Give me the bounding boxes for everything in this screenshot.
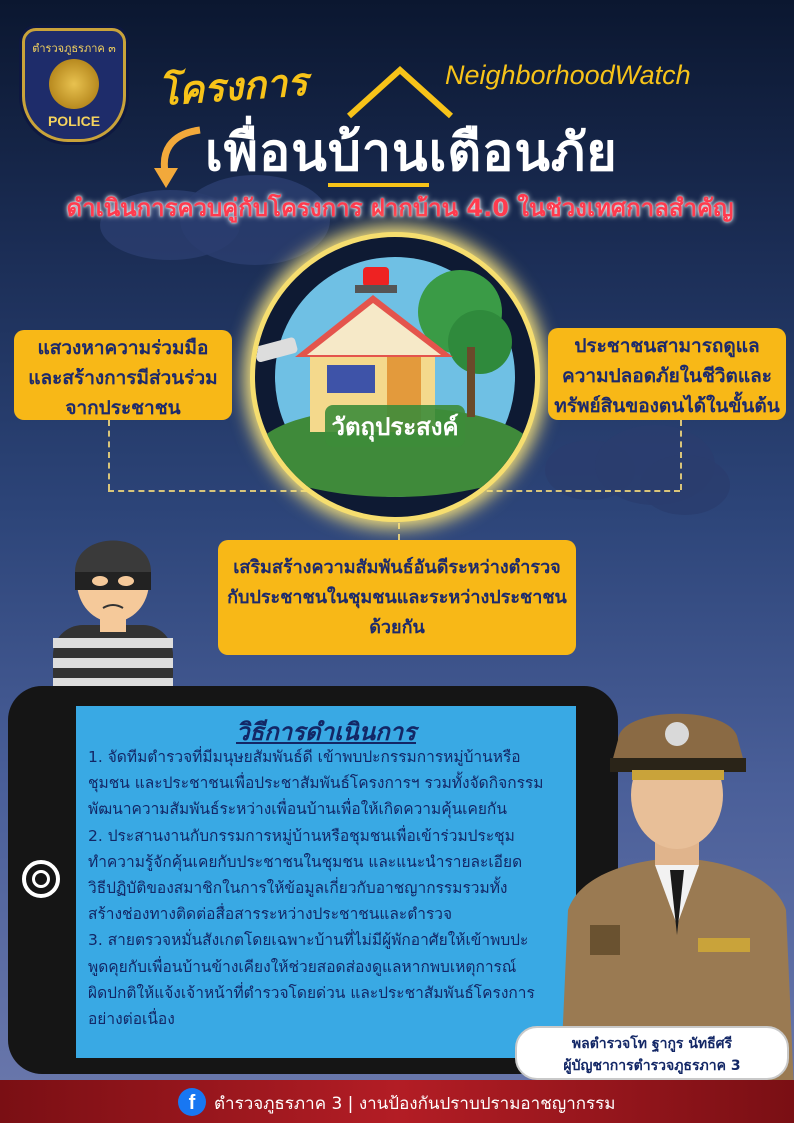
objective-box-bottom [218,540,576,655]
method-line: วิธีปฏิบัติของสมาชิกในการให้ข้อมูลเกี่ยวกับอาชญากรรมรวมทั้ง [88,879,508,898]
method-body [88,744,568,1032]
objective-label: วัตถุประสงค์ [331,413,459,441]
method-line: ชุมชน และประชาชนเพื่อประชาสัมพันธ์โครงการฯ รวมทั้งจัดกิจกรรม [88,774,544,793]
objective-right-line: ความปลอดภัยในชีวิตและ [562,365,772,387]
project-prefix: โครงการ [156,59,309,115]
badge-emblem-icon [49,59,99,109]
main-title-highlight: บ้าน [328,123,429,187]
method-line: 2. ประสานงานกับกรรมการหมู่บ้านหรือชุมชนเพื่อเข้าร่วมประชุม [88,826,515,845]
objective-left-line: จากประชาชน [65,397,181,419]
objective-right-line: ทรัพย์สินของตนได้ในขั้นต้น [554,395,780,417]
police-badge-logo [22,28,126,142]
subtitle: ดำเนินการควบคู่กับโครงการ ฝากบ้าน 4.0 ในช่วงเทศกาลสำคัญ [66,194,734,222]
objective-bottom-line: เสริมสร้างความสัมพันธ์อันดีระหว่างตำรวจ [233,557,561,578]
objective-left-line: แสวงหาความร่วมมือ [37,337,209,359]
method-title: วิธีการดำเนินการ [236,718,416,746]
objective-bottom-line: ด้วยกัน [369,617,425,638]
method-line: 1. จัดทีมตำรวจที่มีมนุษยสัมพันธ์ดี เข้าพบปะกรรมการหมู่บ้านหรือ [88,748,521,766]
objective-box-right [548,328,786,420]
cloud-decoration [640,455,730,515]
method-line: 3. สายตรวจหมั่นสังเกตโดยเฉพาะบ้านที่ไม่มีผู้พักอาศัยให้เข้าพบปะ [88,931,529,950]
method-line: ทำความรู้จักคุ้นเคยกับประชาชนในชุมชน และแนะนำรายละเอียด [88,852,523,871]
objective-circle [250,232,540,522]
objective-left-line: และสร้างการมีส่วนร่วม [28,367,218,389]
main-title-part: เพื่อน [205,123,328,183]
method-line: พัฒนาความสัมพันธ์ระหว่างเพื่อนบ้านเพื่อให้เกิดความคุ้นเคยกัน [88,800,507,819]
officer-name-card [515,1026,789,1080]
objective-bottom-line: กับประชาชนในชุมชนและระหว่างประชาชน [227,587,567,608]
main-title-part: เตือนภัย [428,123,618,183]
curved-arrow-icon [150,122,210,192]
officer-position: ผู้บัญชาการตำรวจภูธรภาค 3 [563,1058,741,1074]
english-title: NeighborhoodWatch [445,60,691,90]
officer-name: พลตำรวจโท ฐากูร นัทธีศรี [571,1036,733,1052]
badge-top-text: ตำรวจภูธรภาค ๓ [32,42,116,55]
method-line: อย่างต่อเนื่อง [88,1010,175,1029]
objective-box-left [14,330,232,420]
footer-text: ตำรวจภูธรภาค 3 | งานป้องกันปราบปรามอาชญากรรม [214,1094,616,1114]
method-line: สร้างช่องทางติดต่อสื่อสารระหว่างประชาชนและตำรวจ [88,905,453,924]
facebook-icon[interactable]: f [178,1088,206,1116]
badge-police-label: POLICE [47,113,101,129]
thief-illustration [45,520,180,705]
objective-right-line: ประชาชนสามารถดูแล [574,335,760,357]
connector-line [108,420,110,490]
method-line: พูดคุยกับเพื่อนบ้านข้างเคียงให้ช่วยสอดส่องดูแลหากพบเหตุการณ์ [88,957,517,976]
connector-line [680,420,682,490]
method-line: ผิดปกติให้แจ้งเจ้าหน้าที่ตำรวจโดยด่วน และประชาสัมพันธ์โครงการ [88,983,535,1002]
house-illustration [255,237,535,517]
tablet-home-button-icon [22,860,60,898]
main-title [205,110,618,193]
